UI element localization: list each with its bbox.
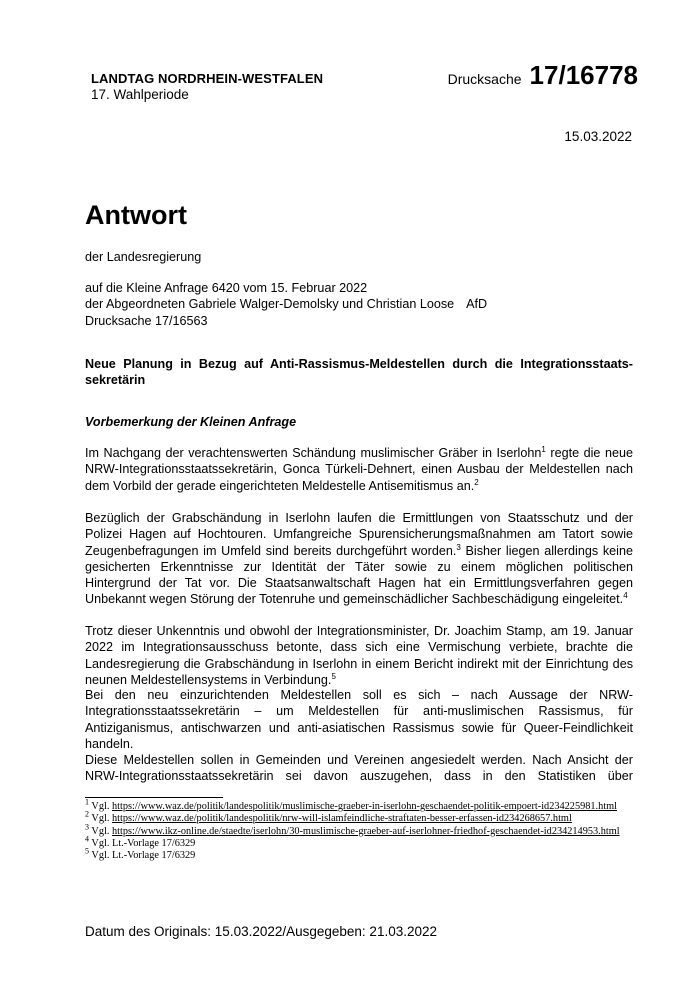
- drucksache-header: [448, 60, 638, 91]
- paragraph-1: [85, 445, 633, 494]
- footnote-prefix: Vgl.: [91, 825, 110, 837]
- reference-line: Drucksache 17/16563: [85, 313, 208, 328]
- footnote-text: Vgl. Lt.-Vorlage 17/6329: [91, 837, 196, 849]
- footnote-prefix: Vgl.: [91, 801, 110, 812]
- footnote-number: 3: [85, 822, 89, 832]
- members-line: [85, 296, 633, 312]
- footnote-ref-5[interactable]: 5: [331, 671, 336, 681]
- footnote-link[interactable]: https://www.waz.de/politik/landespolitik/muslimische-graeber-in-iserlohn-geschaendet-politik-empoert-id234225981.html: [112, 801, 617, 812]
- section-heading: Vorbemerkung der Kleinen Anfrage: [85, 415, 297, 429]
- footnote-number: 5: [85, 846, 89, 856]
- inquiry-title: [85, 356, 633, 389]
- members-names: der Abgeordneten Gabriele Walger-Demolsky und Christian Loose: [85, 297, 455, 312]
- document-heading: Antwort: [85, 200, 187, 230]
- footnote-2: [85, 809, 633, 825]
- footnote-separator: [85, 797, 223, 798]
- inquiry-info: [85, 280, 633, 329]
- party-name: AfD: [466, 297, 488, 312]
- footnote-link[interactable]: https://www.ikz-online.de/staedte/iserlohn/30-muslimische-graeber-auf-iserlohner-friedhof-geschaendet-id234214953.html: [112, 825, 620, 837]
- footnote-1: [85, 797, 633, 813]
- footnote-3: [85, 822, 633, 838]
- footnote-number: 1: [85, 797, 89, 807]
- footnote-ref-2[interactable]: 2: [474, 477, 479, 487]
- paragraph-2-text-a: Bezüglich der Grabschändung in Iserlohn laufen die Ermittlungen von Staatsschutz und der Polizei Hagen auf Hochtouren. Umfangreiche Spurensicherungsmaßnahmen am Tatort sowie Zeugenbefragungen im Umfeld sind bereits durchgeführt worden.: [85, 511, 633, 558]
- legislative-period: 17. Wahlperiode: [91, 87, 189, 102]
- document-date: 15.03.2022: [564, 129, 632, 144]
- paragraph-2-text-b: Bisher liegen allerdings keine gesicherten Erkenntnisse zur Identität der Täter sowie zu einem möglichen politischen Hintergrund der Tat vor. Die Staatsanwaltschaft Hagen hat ein Ermittlungsverfahren gegen Unbekannt wegen Störung der Totenruhe und gemeinschädlicher Sachbeschädigung eingeleitet.: [85, 543, 633, 607]
- paragraph-1-text-a: Im Nachgang der verachtenswerten Schändung muslimischer Gräber in Iserlohn: [85, 446, 542, 460]
- paragraph-3: [85, 623, 633, 688]
- footnote-ref-4[interactable]: 4: [623, 591, 628, 601]
- paragraph-5: Diese Meldestellen sollen in Gemeinden und Vereinen angesiedelt werden. Nach Ansicht der NRW-Integrationsstaatssekretärin sei davon auszugehen, dass in den Statistiken über: [85, 753, 633, 784]
- parliament-name: LANDTAG NORDRHEIN-WESTFALEN: [91, 71, 324, 86]
- inquiry-line: auf die Kleine Anfrage 6420 vom 15. Februar 2022: [85, 281, 368, 295]
- drucksache-label: Drucksache: [447, 71, 522, 87]
- paragraph-3-text: Trotz dieser Unkenntnis und obwohl der Integrationsminister, Dr. Joachim Stamp, am 19. Januar 2022 im Integrationsausschuss betonte, dass sich eine Vermischung verbiete, brachte die Landesregierung die Grabschändung in Iserlohn in einem Bericht indirekt mit der Einrichtung des neunen Meldestellensystems in Verbindung.: [85, 624, 633, 687]
- title-line-1: Neue Planung in Bezug auf Anti-Rassismus-Meldestellen durch die Integrationsstaats-: [85, 357, 633, 371]
- footnote-5: [85, 846, 633, 862]
- footnote-ref-1[interactable]: 1: [541, 444, 546, 454]
- footnotes: [85, 797, 633, 862]
- page-footer: Datum des Originals: 15.03.2022/Ausgegeben: 21.03.2022: [85, 924, 438, 939]
- drucksache-number: 17/16778: [529, 60, 638, 90]
- footnote-number: 2: [85, 809, 89, 819]
- title-line-2: sekretärin: [85, 373, 146, 388]
- footnote-4: [85, 834, 633, 850]
- paragraph-1-text-b: regte die neue NRW-Integrationsstaatssekretärin, Gonca Türkeli-Dehnert, einen Ausbau der Meldestellen nach dem Vorbild der gerade eingerichteten Meldestelle Antisemitismus an.: [85, 446, 633, 493]
- paragraph-2: [85, 510, 633, 608]
- issuer-line: der Landesregierung: [85, 250, 202, 264]
- paragraph-4: Bei den neu einzurichtenden Meldestellen soll es sich – nach Aussage der NRW-Integrationsstaatssekretärin – um Meldestellen für anti-muslimischen Rassismus, für Antiziganismus, antischwarzen und anti-asiatischen Rassismus sowie für Queer-Feindlichkeit handeln.: [85, 688, 633, 751]
- footnote-prefix: Vgl.: [91, 813, 110, 825]
- footnote-number: 4: [85, 834, 89, 844]
- footnote-link[interactable]: https://www.waz.de/politik/landespolitik/nrw-will-islamfeindliche-straftaten-besser-erfassen-id234268657.html: [112, 813, 572, 825]
- footnote-text: Vgl. Lt.-Vorlage 17/6329: [91, 850, 196, 862]
- footnote-ref-3[interactable]: 3: [456, 542, 461, 552]
